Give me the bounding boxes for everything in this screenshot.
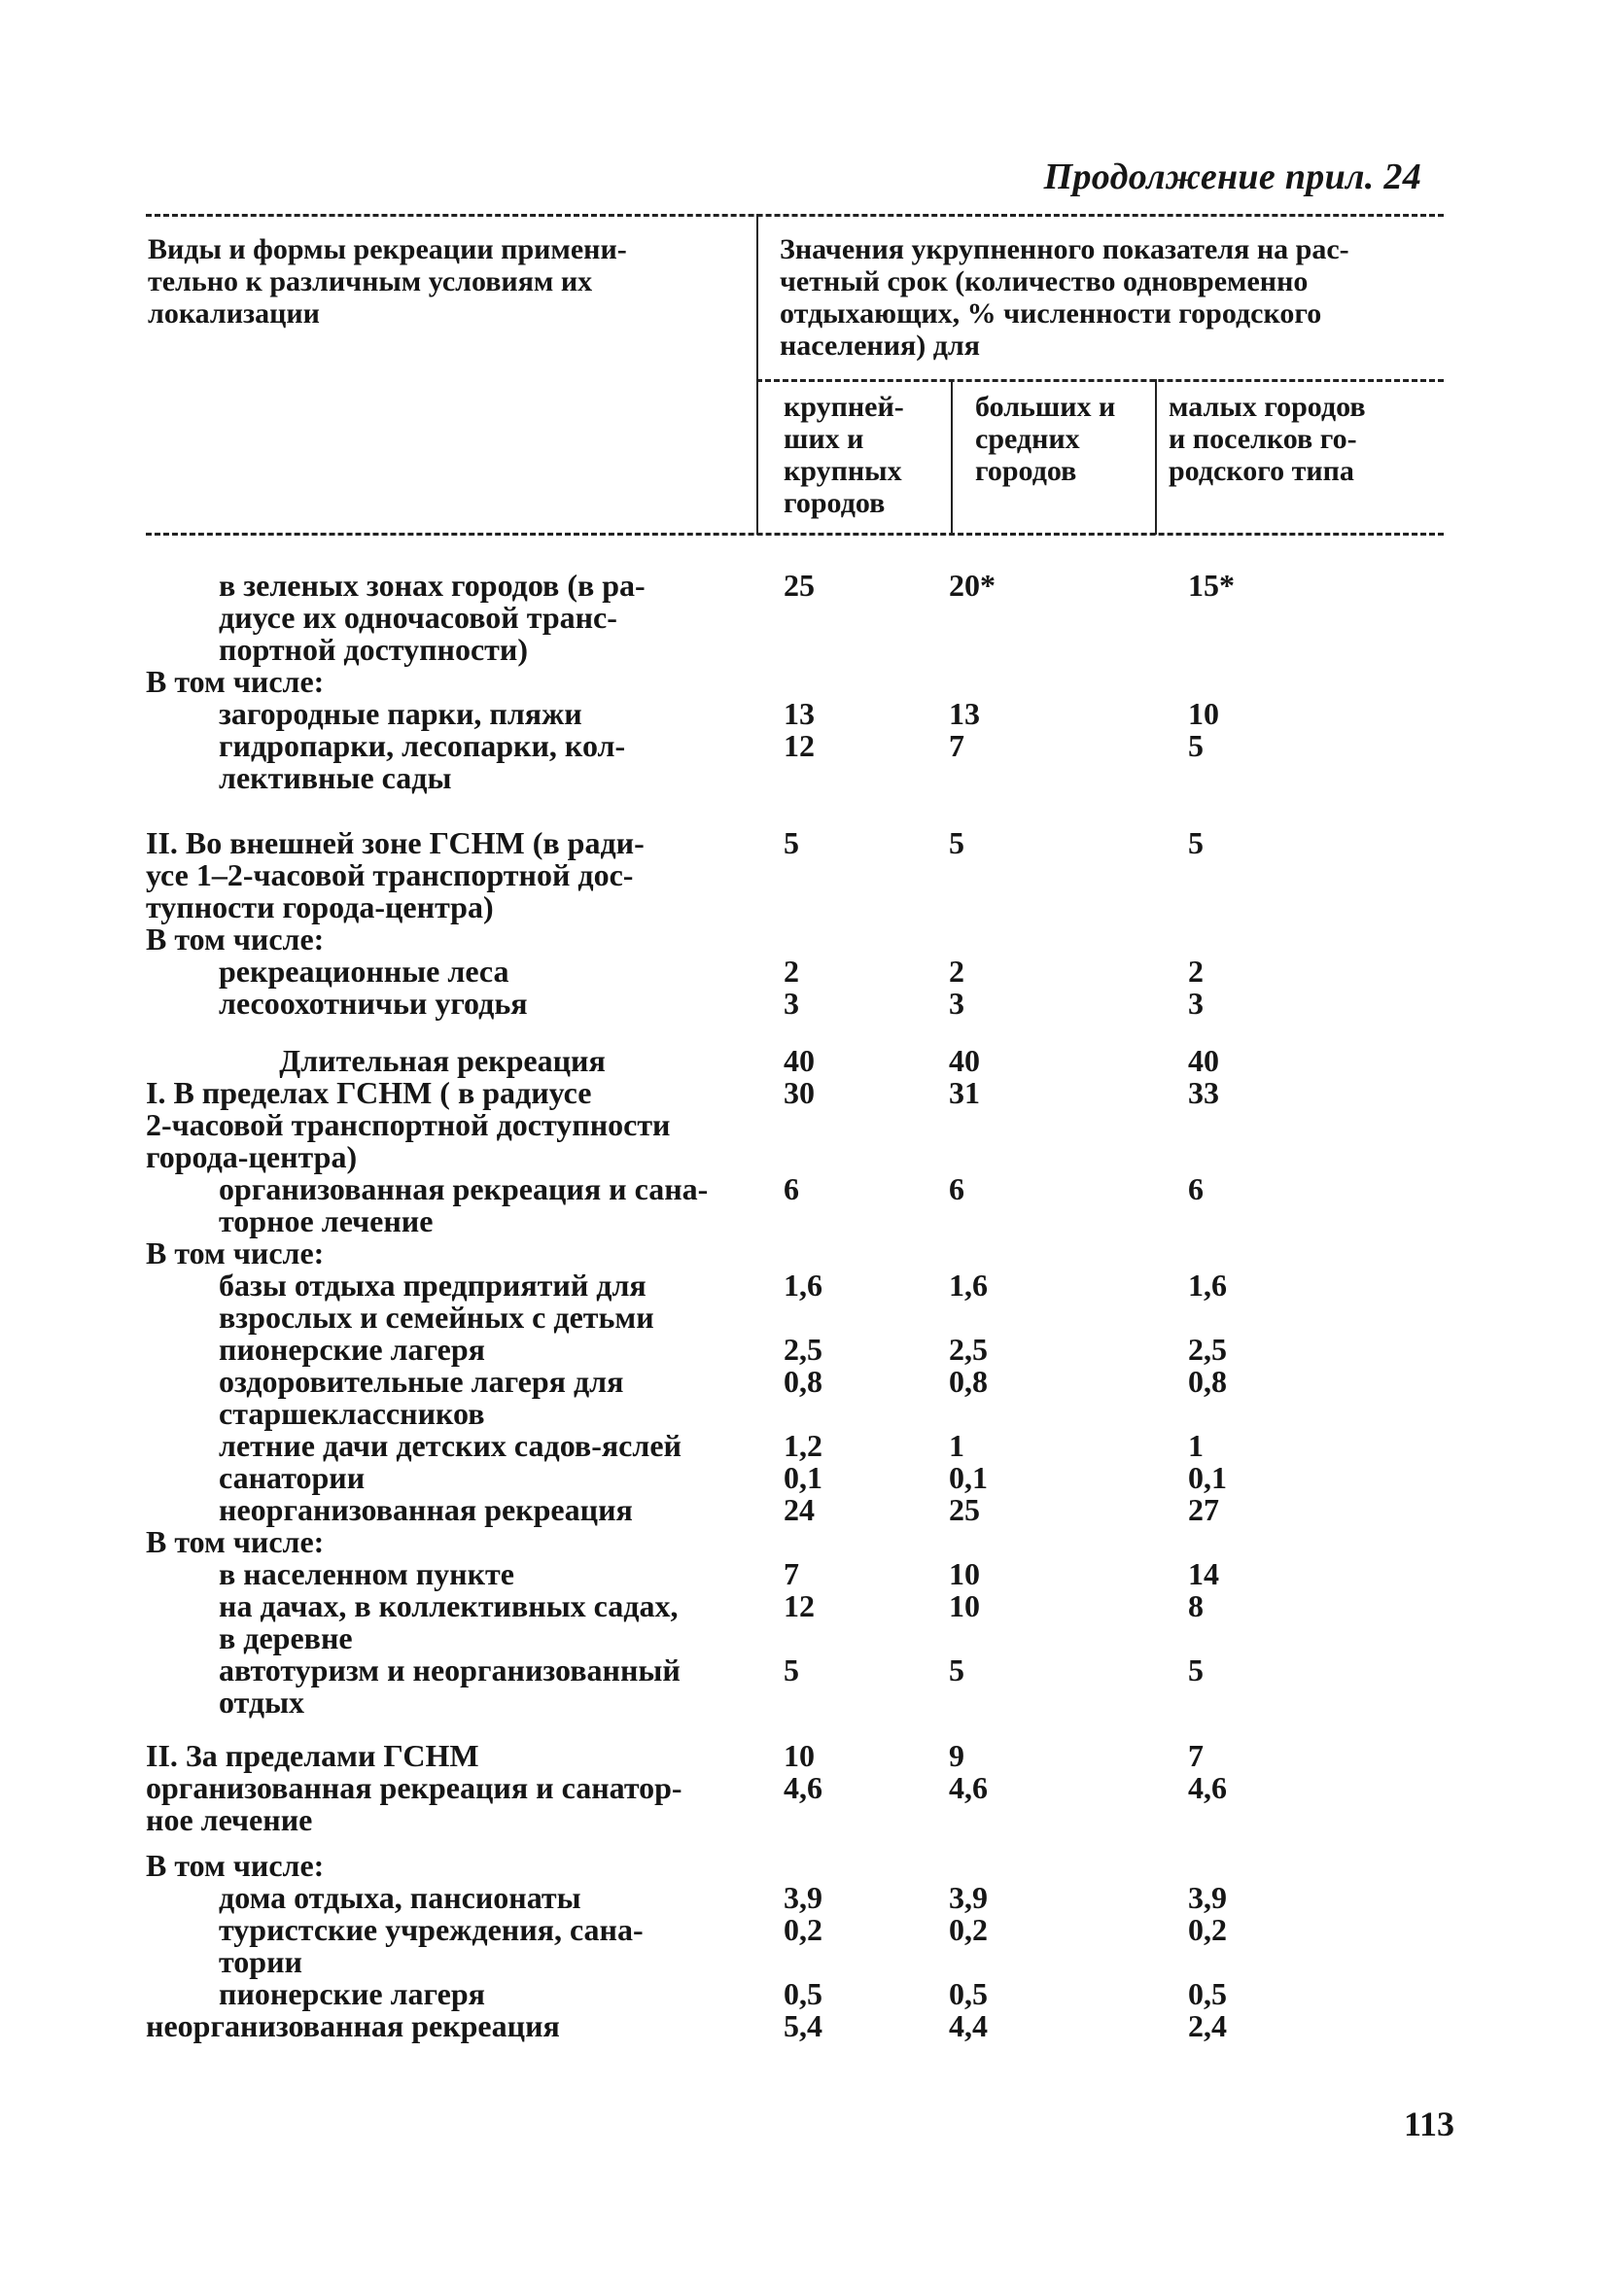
- row-label: санатории: [219, 1460, 366, 1495]
- row-value-col-3: 2: [1188, 954, 1204, 989]
- row-value-col-1: 25: [784, 568, 815, 603]
- row-value-col-1: 3,9: [784, 1880, 822, 1915]
- row-value-col-3: 4,6: [1188, 1770, 1227, 1805]
- row-label: неорганизованная рекреация: [146, 2008, 560, 2043]
- row-label: загородные парки, пляжи: [219, 696, 582, 731]
- table-row: [0, 1914, 1608, 1978]
- row-label: В том числе:: [146, 1235, 325, 1270]
- row-value-col-1: 0,5: [784, 1976, 822, 2011]
- row-value-col-3: 5: [1188, 1652, 1204, 1687]
- continuation-title: Продолжение прил. 24: [1043, 157, 1421, 197]
- header-values-column: Значения укрупненного показателя на рас- четный срок (количество одновременно отдыхающих, % численности городского населения) для: [780, 233, 1349, 362]
- table-row: [0, 1237, 1608, 1270]
- row-label: туристские учреждения, сана- тории: [219, 1912, 644, 1979]
- row-value-col-2: 7: [949, 728, 964, 763]
- row-label: Длительная рекреация: [279, 1043, 606, 1078]
- table-row: [0, 1430, 1608, 1462]
- table-row: [0, 1494, 1608, 1526]
- row-value-col-2: 3: [949, 986, 964, 1021]
- subheader-rule: [756, 379, 1444, 382]
- row-value-col-3: 0,8: [1188, 1364, 1227, 1399]
- row-value-col-3: 27: [1188, 1492, 1219, 1527]
- row-value-col-2: 4,6: [949, 1770, 988, 1805]
- table-row: [0, 666, 1608, 698]
- table-row: [0, 698, 1608, 730]
- table-row: [0, 1772, 1608, 1836]
- row-value-col-1: 2: [784, 954, 799, 989]
- row-value-col-3: 0,1: [1188, 1460, 1227, 1495]
- table-row: [0, 730, 1608, 794]
- row-label: летние дачи детских садов-яслей: [219, 1428, 682, 1463]
- table-row: [0, 1654, 1608, 1719]
- row-value-col-3: 10: [1188, 696, 1219, 731]
- table-row: [0, 1882, 1608, 1914]
- row-value-col-3: 14: [1188, 1556, 1219, 1591]
- top-rule: [146, 214, 1444, 217]
- row-label: пионерские лагеря: [219, 1332, 485, 1367]
- subheader-small-towns: малых городов и поселков го- родского типа: [1169, 391, 1366, 487]
- row-value-col-1: 12: [784, 728, 815, 763]
- page-number: 113: [1404, 2105, 1455, 2143]
- row-value-col-1: 30: [784, 1075, 815, 1110]
- row-value-col-3: 5: [1188, 728, 1204, 763]
- row-value-col-2: 0,1: [949, 1460, 988, 1495]
- row-label: В том числе:: [146, 1848, 325, 1883]
- table-row: [0, 1077, 1608, 1173]
- row-value-col-2: 6: [949, 1171, 964, 1206]
- row-value-col-3: 1: [1188, 1428, 1204, 1463]
- table-row: [0, 570, 1608, 666]
- row-value-col-2: 5: [949, 1652, 964, 1687]
- table-row: [0, 1558, 1608, 1590]
- subcol-divider-2: [1155, 379, 1157, 535]
- row-value-col-1: 13: [784, 696, 815, 731]
- row-label: неорганизованная рекреация: [219, 1492, 633, 1527]
- row-value-col-1: 0,2: [784, 1912, 822, 1947]
- table-row: [0, 1978, 1608, 2010]
- row-value-col-1: 12: [784, 1588, 815, 1623]
- row-value-col-1: 5: [784, 825, 799, 860]
- row-value-col-3: 0,5: [1188, 1976, 1227, 2011]
- row-value-col-3: 6: [1188, 1171, 1204, 1206]
- row-value-col-3: 1,6: [1188, 1268, 1227, 1303]
- table-row: [0, 1366, 1608, 1430]
- row-label: I. В пределах ГСНМ ( в радиусе 2-часовой транспортной доступности города-центра): [146, 1075, 671, 1174]
- row-value-col-2: 2: [949, 954, 964, 989]
- table-row: [0, 956, 1608, 988]
- row-label: организованная рекреация и санатор- ное лечение: [146, 1770, 682, 1837]
- row-value-col-2: 10: [949, 1588, 980, 1623]
- row-label: организованная рекреация и сана- торное лечение: [219, 1171, 709, 1238]
- subheader-largest-cities: крупней- ших и крупных городов: [784, 391, 904, 519]
- row-value-col-1: 7: [784, 1556, 799, 1591]
- table-row: [0, 827, 1608, 923]
- row-value-col-2: 9: [949, 1738, 964, 1773]
- row-value-col-1: 40: [784, 1043, 815, 1078]
- row-value-col-2: 0,5: [949, 1976, 988, 2011]
- row-value-col-3: 33: [1188, 1075, 1219, 1110]
- row-value-col-1: 5: [784, 1652, 799, 1687]
- table-row: [0, 1045, 1608, 1077]
- row-value-col-1: 6: [784, 1171, 799, 1206]
- row-label: II. Во внешней зоне ГСНМ (в ради- усе 1–2-часовой транспортной дос- тупности города-центра): [146, 825, 645, 924]
- table-row: [0, 1590, 1608, 1654]
- row-value-col-1: 1,6: [784, 1268, 822, 1303]
- row-value-col-3: 7: [1188, 1738, 1204, 1773]
- row-value-col-3: 0,2: [1188, 1912, 1227, 1947]
- row-label: В том числе:: [146, 922, 325, 957]
- row-label: базы отдыха предприятий для взрослых и семейных с детьми: [219, 1268, 654, 1335]
- row-value-col-3: 40: [1188, 1043, 1219, 1078]
- table-row: [0, 1850, 1608, 1882]
- row-value-col-3: 2,4: [1188, 2008, 1227, 2043]
- row-value-col-2: 5: [949, 825, 964, 860]
- table-row: [0, 1462, 1608, 1494]
- row-value-col-3: 3,9: [1188, 1880, 1227, 1915]
- row-value-col-2: 1,6: [949, 1268, 988, 1303]
- row-value-col-1: 3: [784, 986, 799, 1021]
- header-kind-column: Виды и формы рекреации примени- тельно к различным условиям их локализации: [148, 233, 627, 330]
- row-value-col-1: 4,6: [784, 1770, 822, 1805]
- row-value-col-2: 2,5: [949, 1332, 988, 1367]
- row-value-col-2: 0,2: [949, 1912, 988, 1947]
- table-row: [0, 988, 1608, 1020]
- row-value-col-2: 13: [949, 696, 980, 731]
- row-value-col-2: 25: [949, 1492, 980, 1527]
- row-value-col-2: 0,8: [949, 1364, 988, 1399]
- row-label: дома отдыха, пансионаты: [219, 1880, 581, 1915]
- row-value-col-3: 2,5: [1188, 1332, 1227, 1367]
- row-value-col-1: 24: [784, 1492, 815, 1527]
- row-value-col-2: 40: [949, 1043, 980, 1078]
- row-value-col-1: 2,5: [784, 1332, 822, 1367]
- row-label: гидропарки, лесопарки, кол- лективные сады: [219, 728, 626, 795]
- table-row: [0, 1173, 1608, 1237]
- row-value-col-2: 10: [949, 1556, 980, 1591]
- row-label: рекреационные леса: [219, 954, 509, 989]
- row-label: II. За пределами ГСНМ: [146, 1738, 479, 1773]
- header-bottom-rule: [146, 533, 1444, 536]
- table-body: [0, 570, 1608, 2042]
- row-value-col-2: 3,9: [949, 1880, 988, 1915]
- subheader-large-medium-cities: больших и средних городов: [975, 391, 1116, 487]
- row-label: оздоровительные лагеря для старшеклассников: [219, 1364, 624, 1431]
- row-value-col-1: 1,2: [784, 1428, 822, 1463]
- row-value-col-3: 3: [1188, 986, 1204, 1021]
- row-value-col-2: 4,4: [949, 2008, 988, 2043]
- row-label: в зеленых зонах городов (в ра- диусе их одночасовой транс- портной доступности): [219, 568, 646, 667]
- row-label: В том числе:: [146, 1524, 325, 1559]
- table-row: [0, 1740, 1608, 1772]
- row-value-col-1: 0,8: [784, 1364, 822, 1399]
- header-vertical-divider: [756, 214, 758, 535]
- row-label: в населенном пункте: [219, 1556, 514, 1591]
- row-value-col-2: 31: [949, 1075, 980, 1110]
- row-label: автотуризм и неорганизованный отдых: [219, 1652, 681, 1720]
- table-row: [0, 923, 1608, 956]
- row-value-col-1: 0,1: [784, 1460, 822, 1495]
- table-row: [0, 1334, 1608, 1366]
- row-label: на дачах, в коллективных садах, в деревне: [219, 1588, 679, 1655]
- row-value-col-3: 8: [1188, 1588, 1204, 1623]
- row-value-col-1: 10: [784, 1738, 815, 1773]
- row-label: пионерские лагеря: [219, 1976, 485, 2011]
- table-row: [0, 1270, 1608, 1334]
- row-value-col-1: 5,4: [784, 2008, 822, 2043]
- table-row: [0, 2010, 1608, 2042]
- row-value-col-3: 5: [1188, 825, 1204, 860]
- row-label: лесоохотничьи угодья: [219, 986, 528, 1021]
- table-row: [0, 1526, 1608, 1558]
- subcol-divider-1: [951, 379, 953, 535]
- row-label: В том числе:: [146, 664, 325, 699]
- row-value-col-2: 1: [949, 1428, 964, 1463]
- row-value-col-2: 20*: [949, 568, 996, 603]
- row-value-col-3: 15*: [1188, 568, 1235, 603]
